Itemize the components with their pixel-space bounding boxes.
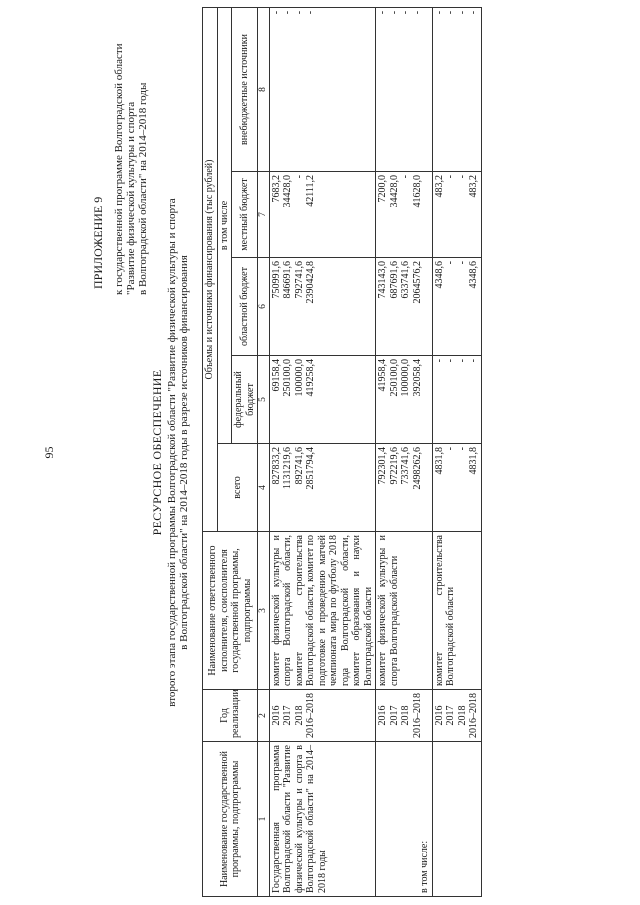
program-name-cell xyxy=(376,742,433,897)
total-value: 4831,8 xyxy=(433,447,445,475)
regional-value: - xyxy=(456,261,468,265)
total-cell xyxy=(269,444,376,532)
col-number: 4 xyxy=(258,444,270,532)
local-value: 42111,2 xyxy=(305,175,317,207)
regional-cell xyxy=(432,258,481,356)
header-funding: Объемы и источники финансирования (тыс рублей) xyxy=(203,7,218,531)
local-cell xyxy=(376,172,433,258)
federal-value: 100000,0 xyxy=(293,359,305,397)
extra-value: - xyxy=(433,10,445,15)
year-value: 2018 xyxy=(293,705,305,726)
regional-value: 687691,6 xyxy=(388,261,400,299)
extra-value: - xyxy=(282,10,294,15)
years-cell xyxy=(269,690,376,742)
header-extra: внебюджетные источники xyxy=(232,7,258,171)
executor-cell: комитет физической культуры и спорта Волгоградской области, комитет строительства Волгоградской области, комитет по подготовке и проведению матчей чемпионата мира по футболу 2018 года Волгоградской области, комитет образования и науки Волгоградской области xyxy=(269,532,376,690)
executor-cell: комитет строительства Волгоградской области xyxy=(432,532,481,690)
col-number: 3 xyxy=(258,532,270,690)
total-cell xyxy=(432,444,481,532)
regional-value: 846691,6 xyxy=(282,261,294,299)
federal-value: - xyxy=(468,359,480,363)
year-value: 2017 xyxy=(388,705,400,726)
local-value: - xyxy=(293,175,305,179)
regional-value: 750991,6 xyxy=(270,261,282,299)
header-local: местный бюджет xyxy=(232,172,258,258)
local-value: 7683,2 xyxy=(270,175,282,203)
extra-value: - xyxy=(411,10,423,15)
total-value: - xyxy=(456,447,468,451)
total-value: 733741,6 xyxy=(400,447,412,485)
col-number: 2 xyxy=(258,690,270,742)
extra-value: - xyxy=(388,10,400,15)
extra-value: - xyxy=(305,10,317,15)
total-value: 4831,8 xyxy=(468,447,480,475)
total-value: 972219,6 xyxy=(388,447,400,485)
extra-cell xyxy=(376,7,433,171)
extra-cell xyxy=(432,7,481,171)
document-subtitle xyxy=(166,0,190,905)
year-value: 2016–2018 xyxy=(411,693,423,738)
program-name-cell: Государственная программа Волгоградской области "Развитие физической культуры и спорта в Волгоградской области" на 2014–2018 годы xyxy=(269,742,376,897)
year-value: 2017 xyxy=(282,705,294,726)
federal-value: - xyxy=(456,359,468,363)
header-year: Год реализации xyxy=(203,690,258,742)
total-value: 827833,2 xyxy=(270,447,282,485)
subtitle-line: в Волгоградской области" на 2014–2018 годы в разрезе источников финансирования xyxy=(178,255,191,650)
local-value: 483,2 xyxy=(468,175,480,198)
regional-value: - xyxy=(445,261,457,265)
regional-value: 2064576,2 xyxy=(411,261,423,304)
local-value: 41628,0 xyxy=(411,175,423,208)
table-row xyxy=(432,7,481,896)
including-label: в том числе: xyxy=(419,840,431,893)
table-row xyxy=(376,7,433,896)
header-federal: федеральный бюджет xyxy=(232,356,258,444)
local-value: 34428,0 xyxy=(282,175,294,208)
header-total: всего xyxy=(217,444,258,532)
header-including: в том числе xyxy=(217,7,232,443)
appendix-line: к государственной программе Волгоградской области xyxy=(113,43,126,295)
year-value: 2017 xyxy=(445,705,457,726)
regional-value: 2390424,8 xyxy=(305,261,317,304)
total-value: 1131219,6 xyxy=(282,447,294,490)
local-value: 34428,0 xyxy=(388,175,400,208)
col-number: 8 xyxy=(258,7,270,171)
federal-cell xyxy=(432,356,481,444)
table-row xyxy=(269,7,376,896)
local-value: 7200,0 xyxy=(377,175,389,203)
local-cell xyxy=(269,172,376,258)
extra-value: - xyxy=(270,10,282,15)
year-value: 2018 xyxy=(400,705,412,726)
regional-value: 633741,6 xyxy=(400,261,412,299)
federal-value: 41958,4 xyxy=(377,359,389,392)
total-value: 2498262,6 xyxy=(411,447,423,490)
extra-value: - xyxy=(377,10,389,15)
year-value: 2018 xyxy=(456,705,468,726)
year-value: 2016 xyxy=(433,705,445,726)
federal-value: 250100,0 xyxy=(388,359,400,397)
total-value: 792301,4 xyxy=(377,447,389,485)
federal-value: 392058,4 xyxy=(411,359,423,397)
federal-value: 100000,0 xyxy=(400,359,412,397)
total-value: 2851794,4 xyxy=(305,447,317,490)
appendix-line: "Развитие физической культуры и спорта xyxy=(125,101,138,295)
extra-value: - xyxy=(400,10,412,15)
local-value: 483,2 xyxy=(433,175,445,198)
col-number: 1 xyxy=(258,742,270,897)
regional-value: 743143,0 xyxy=(377,261,389,299)
document-title: РЕСУРСНОЕ ОБЕСПЕЧЕНИЕ xyxy=(150,369,164,536)
extra-value: - xyxy=(468,10,480,15)
years-cell xyxy=(432,690,481,742)
regional-cell xyxy=(269,258,376,356)
appendix-heading: ПРИЛОЖЕНИЕ 9 xyxy=(91,196,105,289)
col-number: 7 xyxy=(258,172,270,258)
regional-cell xyxy=(376,258,433,356)
total-cell xyxy=(376,444,433,532)
col-number: 5 xyxy=(258,356,270,444)
total-value: - xyxy=(445,447,457,451)
year-value: 2016–2018 xyxy=(305,693,317,738)
page-number: 95 xyxy=(42,446,56,459)
regional-value: 4348,6 xyxy=(468,261,480,289)
federal-cell xyxy=(376,356,433,444)
total-value: 892741,6 xyxy=(293,447,305,485)
local-value: - xyxy=(456,175,468,179)
extra-value: - xyxy=(445,10,457,15)
federal-value: 419258,4 xyxy=(305,359,317,397)
year-value: 2016 xyxy=(377,705,389,726)
years-cell xyxy=(376,690,433,742)
extra-cell xyxy=(269,7,376,171)
federal-value: - xyxy=(433,359,445,363)
col-number: 6 xyxy=(258,258,270,356)
extra-value: - xyxy=(456,10,468,15)
header-regional: областной бюджет xyxy=(232,258,258,356)
resources-table xyxy=(202,7,482,897)
program-name-cell xyxy=(432,742,481,897)
subtitle-line: второго этапа государственной программы Волгоградской области "Развитие физической культуры и спорта xyxy=(166,198,178,707)
year-value: 2016–2018 xyxy=(468,693,480,738)
executor-cell: комитет физической культуры и спорта Волгоградской области xyxy=(376,532,433,690)
regional-value: 4348,6 xyxy=(433,261,445,289)
header-executor: Наименование ответственного исполнителя, соисполнителя государственной программы, подпрограммы xyxy=(203,532,258,690)
extra-value: - xyxy=(293,10,305,15)
federal-value: 250100,0 xyxy=(282,359,294,397)
local-value: - xyxy=(400,175,412,179)
local-cell xyxy=(432,172,481,258)
appendix-block xyxy=(92,15,149,295)
year-value: 2016 xyxy=(270,705,282,726)
header-program-name: Наименование государственной программы, подпрограммы xyxy=(203,742,258,897)
regional-value: 792741,6 xyxy=(293,261,305,299)
federal-value: 69158,4 xyxy=(270,359,282,392)
appendix-line: в Волгоградской области" на 2014–2018 годы xyxy=(137,82,150,295)
local-value: - xyxy=(445,175,457,179)
federal-value: - xyxy=(445,359,457,363)
federal-cell xyxy=(269,356,376,444)
